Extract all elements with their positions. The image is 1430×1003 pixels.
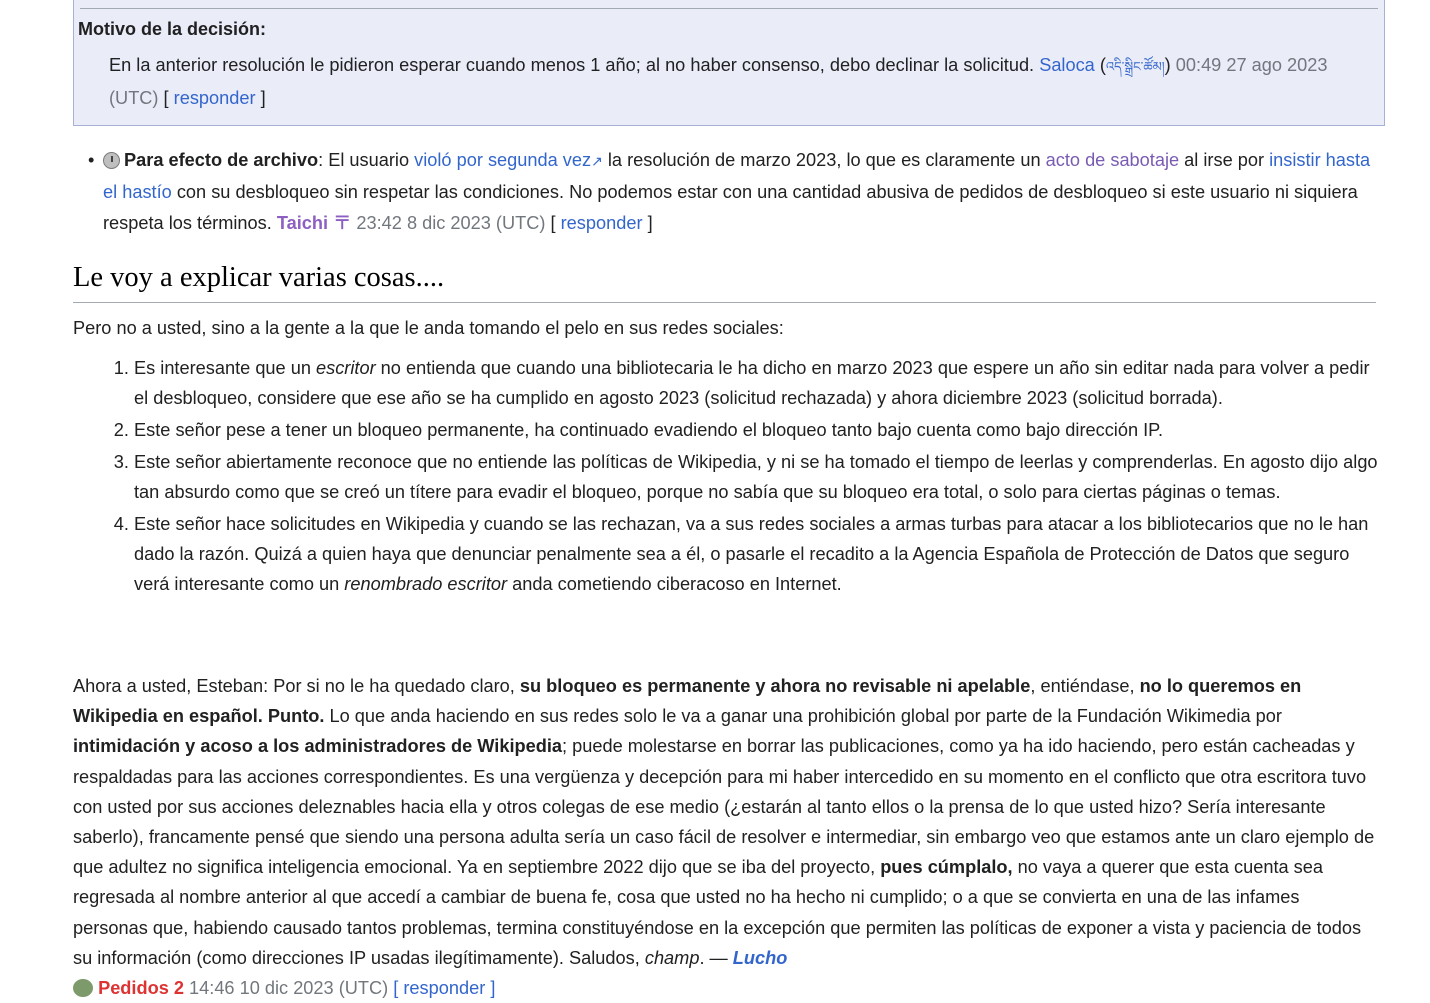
user-avatar-icon (73, 979, 93, 997)
list-item (134, 509, 1378, 599)
reply-link[interactable]: responder (560, 213, 643, 233)
comment-text: al irse por (1179, 150, 1270, 170)
reply-link[interactable]: responder (173, 88, 256, 108)
paragraph-text: ; puede molestarse en borrar las publicaciones, como ya ha ido haciendo, pero están cacheadas y respaldadas para las acciones correspondientes. Es una vergüenza y decepción para mi haber intercedido en su momento en el conflicto que otra escritora tuvo con usted por sus acciones deleznables hacia ella y otros colegas de ese medio (¿estarán al tanto ellos o la prensa de lo que usted hizo? Sería interesante saberlo), francamente pensé que siendo una persona adulta sería un caso fácil de resolver e intermediar, sin embargo veo que estamos ante un claro ejemplo de que adultez no significa inteligencia emocional. Ya en septiembre 2022 dijo que se iba del proyecto, (73, 736, 1375, 878)
divider (80, 8, 1378, 9)
paragraph-text: Lo que anda haciendo en sus redes solo le va a ganar una prohibición global por parte de la Fundación Wikimedia por (324, 706, 1282, 727)
paragraph-emphasis: champ (644, 947, 700, 968)
timestamp: 14:46 10 dic 2023 (UTC) (183, 978, 389, 999)
paragraph-bold: no lo queremos en Wikipedia en español. Punto. (73, 676, 1302, 727)
section-intro: Pero no a usted, sino a la gente a la que le anda tomando el pelo en sus redes sociales: (73, 318, 784, 338)
paragraph-bold: su bloqueo es permanente y ahora no revisable ni apelable (519, 676, 1031, 696)
link-text: violó por segunda vez (414, 150, 592, 170)
link-insist[interactable]: insistir hasta el hastío (103, 150, 1371, 202)
list-item (134, 447, 1378, 507)
decision-label: Motivo de la decisión: (78, 19, 267, 39)
reply-bracket: [ (545, 213, 561, 233)
archive-comment (88, 145, 1373, 239)
paren: ( (1094, 55, 1106, 75)
reply-link[interactable]: [ responder ] (393, 978, 496, 999)
comment-text: la resolución de marzo 2023, lo que es claramente un (602, 150, 1046, 170)
item-text: no entienda que cuando una bibliotecaria le ha dicho en marzo 2023 que espere un año sin editar nada para volver a pedir el desbloqueo, considere que ese año se ha cumplido en agosto 2023 (solicitud rechazada) y ahora diciembre 2023 (solicitud borrada). (134, 358, 1370, 408)
decision-text (109, 50, 1369, 114)
user-link-lucho[interactable]: Lucho (732, 947, 788, 968)
link-sabotage[interactable]: acto de sabotaje (1045, 150, 1180, 170)
list-item (134, 415, 1378, 445)
points-list (73, 353, 1378, 601)
paragraph-bold: intimidación y acoso a los administradores de Wikipedia (73, 736, 563, 757)
paragraph-text: . — (699, 947, 733, 968)
item-emphasis: renombrado escritor (344, 574, 508, 594)
comment-text: con su desbloqueo sin respetar las condiciones. No podemos estar con una cantidad abusiva de pedidos de desbloqueo si este usuario ni siquiera respeta los términos. (103, 182, 1358, 233)
comment-text: : El usuario (318, 150, 415, 170)
clock-icon (103, 152, 120, 169)
reply-bracket: ] (642, 213, 653, 233)
decision-reason: En la anterior resolución le pidieron esperar cuando menos 1 año; al no haber consenso, debo declinar la solicitud. (109, 55, 1035, 75)
item-text: Este señor pese a tener un bloqueo permanente, ha continuado evadiendo el bloqueo tanto bajo cuenta como bajo dirección IP. (134, 420, 1164, 440)
user-talk-link-lucho[interactable]: Pedidos 2 (98, 978, 184, 999)
timestamp: 23:42 8 dic 2023 (UTC) (351, 213, 546, 233)
paragraph-text: Ahora a usted, Esteban: Por si no le ha quedado claro, (73, 676, 520, 696)
item-text: anda cometiendo ciberacoso en Internet. (507, 574, 842, 594)
item-text: Es interesante que un (134, 358, 316, 378)
reply-bracket: ] (255, 88, 266, 108)
archive-label: Para efecto de archivo (124, 150, 319, 170)
section-heading: Le voy a explicar varias cosas.... (73, 258, 1376, 303)
user-link-taichi[interactable]: Taichi 〒 (276, 213, 352, 233)
user-talk-link[interactable]: འདི་སྒྲིང་ཚོམ། (1105, 60, 1165, 75)
list-bullet: • (88, 150, 95, 170)
decision-box (73, 0, 1385, 126)
item-text: Este señor hace solicitudes en Wikipedia y cuando se las rechazan, va a sus redes sociales a armas turbas para atacar a los bibliotecarios que no le han dado la razón. Quizá a quien haya que denunciar penalmente sea a él, o pasarle el recadito a la Agencia Española de Protección de Datos que seguro verá interesante como un (134, 514, 1369, 594)
external-link-violation[interactable] (414, 150, 603, 170)
final-paragraph (73, 671, 1378, 1003)
list-item (134, 353, 1378, 413)
timestamp: 00:49 27 ago 2023 (UTC) (109, 55, 1328, 108)
paragraph-text: no vaya a querer que esta cuenta sea regresada al nombre anterior al que accedí a cambiar de buena fe, cosa que usted no ha hecho ni cumplido; o a que se convierta en una de las infames personas que, habiendo causado tantos problemas, termina constituyéndose en la excepción que permiten las políticas de exponer a vista y paciencia de todos su información (como direcciones IP usadas ilegítimamente). Saludos, (73, 857, 1362, 968)
paren: ) (1164, 55, 1171, 75)
paragraph-bold: pues cúmplalo, (880, 857, 1013, 878)
paragraph-text: , entiéndase, (1030, 676, 1140, 696)
reply-bracket: [ (158, 88, 174, 108)
external-link-icon: ↗ (591, 153, 603, 169)
user-link-saloca[interactable]: Saloca (1039, 55, 1095, 75)
item-emphasis: escritor (316, 358, 376, 378)
item-text: Este señor abiertamente reconoce que no entiende las políticas de Wikipedia, y ni se ha tomado el tiempo de leerlas y comprenderlas. En agosto dijo algo tan absurdo como que se creó un títere para evadir el bloqueo, porque no sabía que su bloqueo era total, o solo para ciertas páginas o temas. (134, 452, 1378, 502)
